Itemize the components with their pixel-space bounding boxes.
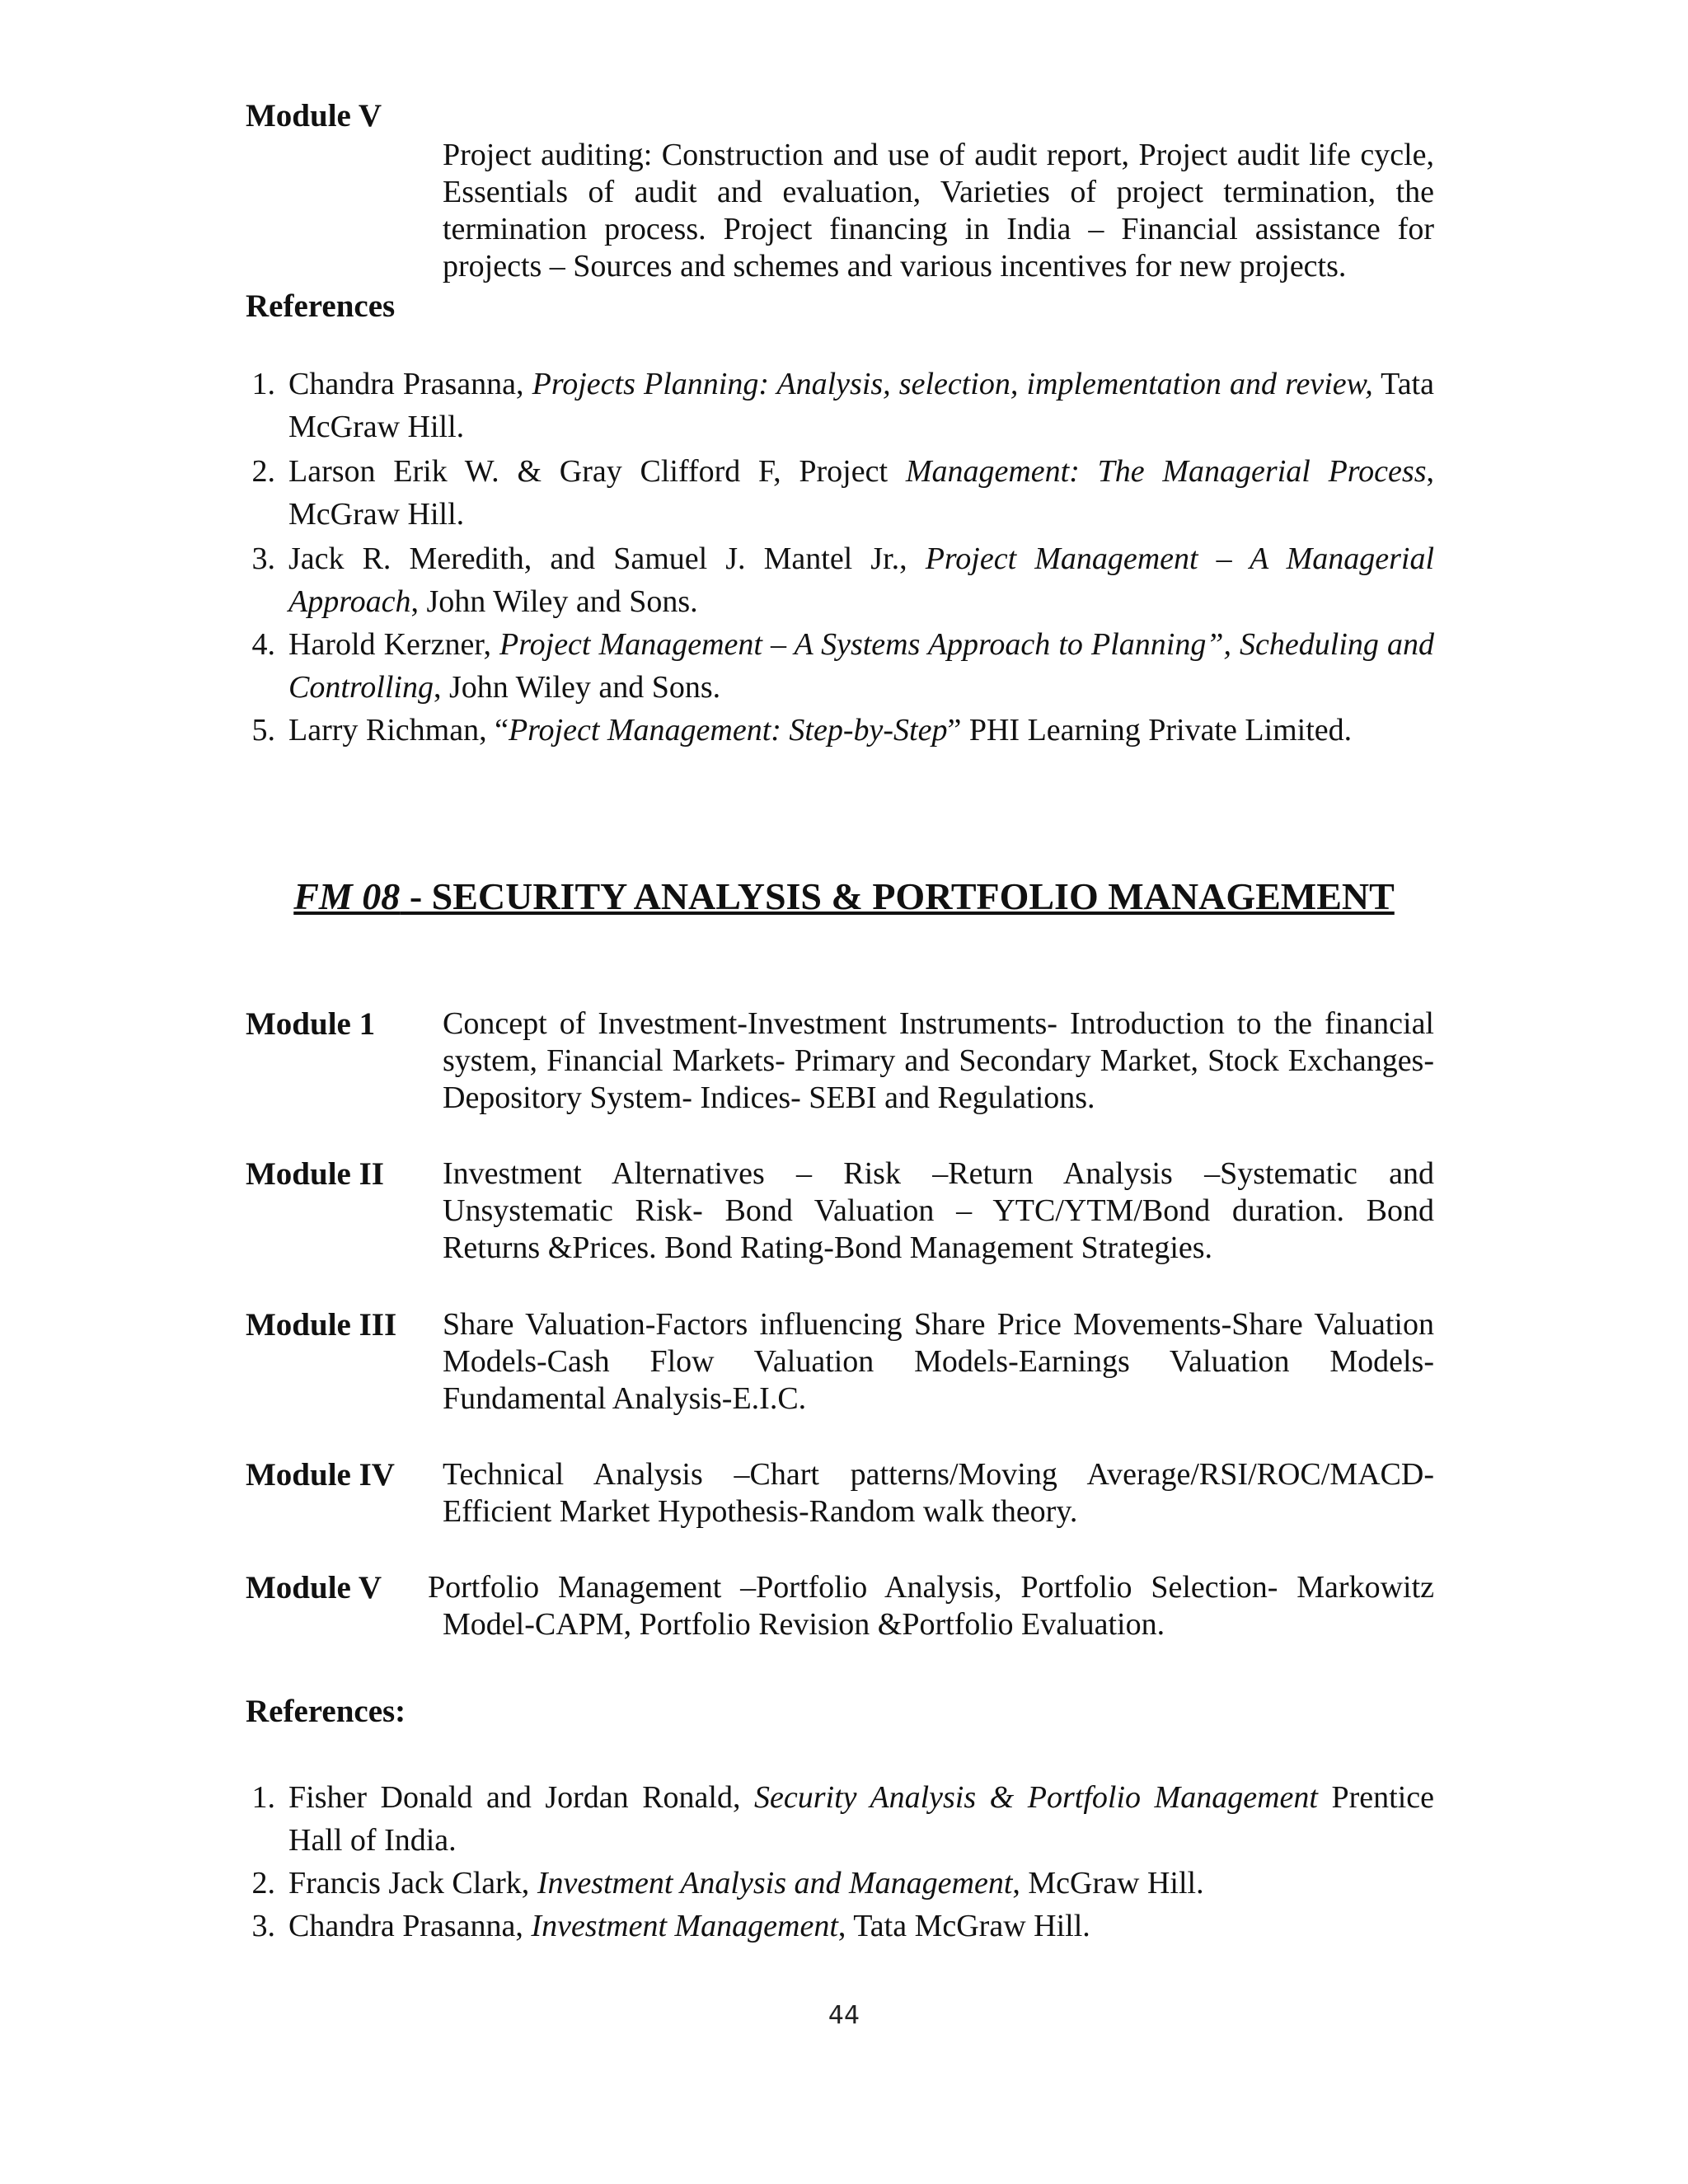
module-1-label: Module 1 [246,1006,376,1042]
prev-references-heading: References [246,288,396,324]
references-list [251,1776,1434,1947]
module-5-label: Module V [246,1570,382,1605]
module-4-label: Module IV [246,1457,395,1493]
section-title: FM 08 - SECURITY ANALYSIS & PORTFOLIO MANAGEMENT [293,875,1395,917]
module-4-text: Technical Analysis –Chart patterns/Moving Average/RSI/ROC/MACD-Efficient Market Hypothesis-Random walk theory. [443,1457,1434,1529]
module-1-text: Concept of Investment-Investment Instruments- Introduction to the financial system, Financial Markets- Primary and Secondary Market, Stock Exchanges-Depository System- Indices- SEBI and Regulations. [443,1006,1434,1115]
reference-item: 3. Chandra Prasanna, Investment Management, Tata McGraw Hill. [251,1909,1090,1943]
reference-item: 1. Chandra Prasanna, Projects Planning: Analysis, selection, implementation and review, Tata McGraw Hill. [251,367,1434,444]
reference-item: 1. Fisher Donald and Jordan Ronald, Security Analysis & Portfolio Management Prentice Hall of India. [251,1780,1434,1858]
prev-module-v-label: Module V [246,98,382,134]
module-3-label: Module III [246,1307,397,1343]
reference-item: 3. Jack R. Meredith, and Samuel J. Mantel Jr., Project Management – A Managerial Approach, John Wiley and Sons. [251,541,1434,619]
references-heading: References: [246,1694,406,1729]
reference-item: 2. Larson Erik W. & Gray Clifford F, Project Management: The Managerial Process, McGraw Hill. [251,454,1434,532]
module-5-text: Portfolio Management –Portfolio Analysis, Portfolio Selection- Markowitz Model-CAPM, Portfolio Revision &Portfolio Evaluation. [428,1570,1434,1642]
prev-references-list [251,363,1434,752]
reference-item: 4. Harold Kerzner, Project Management – A Systems Approach to Planning”, Scheduling and Controlling, John Wiley and Sons. [251,627,1434,705]
module-2-text: Investment Alternatives – Risk –Return Analysis –Systematic and Unsystematic Risk- Bond Valuation – YTC/YTM/Bond duration. Bond Returns &Prices. Bond Rating-Bond Management Strategies. [443,1156,1434,1265]
reference-item: 2. Francis Jack Clark, Investment Analysis and Management, McGraw Hill. [251,1866,1204,1900]
page-number: 44 [828,2001,860,2030]
module-2-label: Module II [246,1156,384,1192]
module-3-text: Share Valuation-Factors influencing Share Price Movements-Share Valuation Models-Cash Flow Valuation Models-Earnings Valuation Models-Fundamental Analysis-E.I.C. [443,1307,1434,1416]
reference-item: 5. Larry Richman, “Project Management: Step-by-Step” PHI Learning Private Limited. [251,713,1353,748]
prev-module-v-text: Project auditing: Construction and use of audit report, Project audit life cycle, Essentials of audit and evaluation, Varieties of project termination, the termination process. Project financing in India – Financial assistance for projects – Sources and schemes and various incentives for new projects. [443,138,1434,284]
